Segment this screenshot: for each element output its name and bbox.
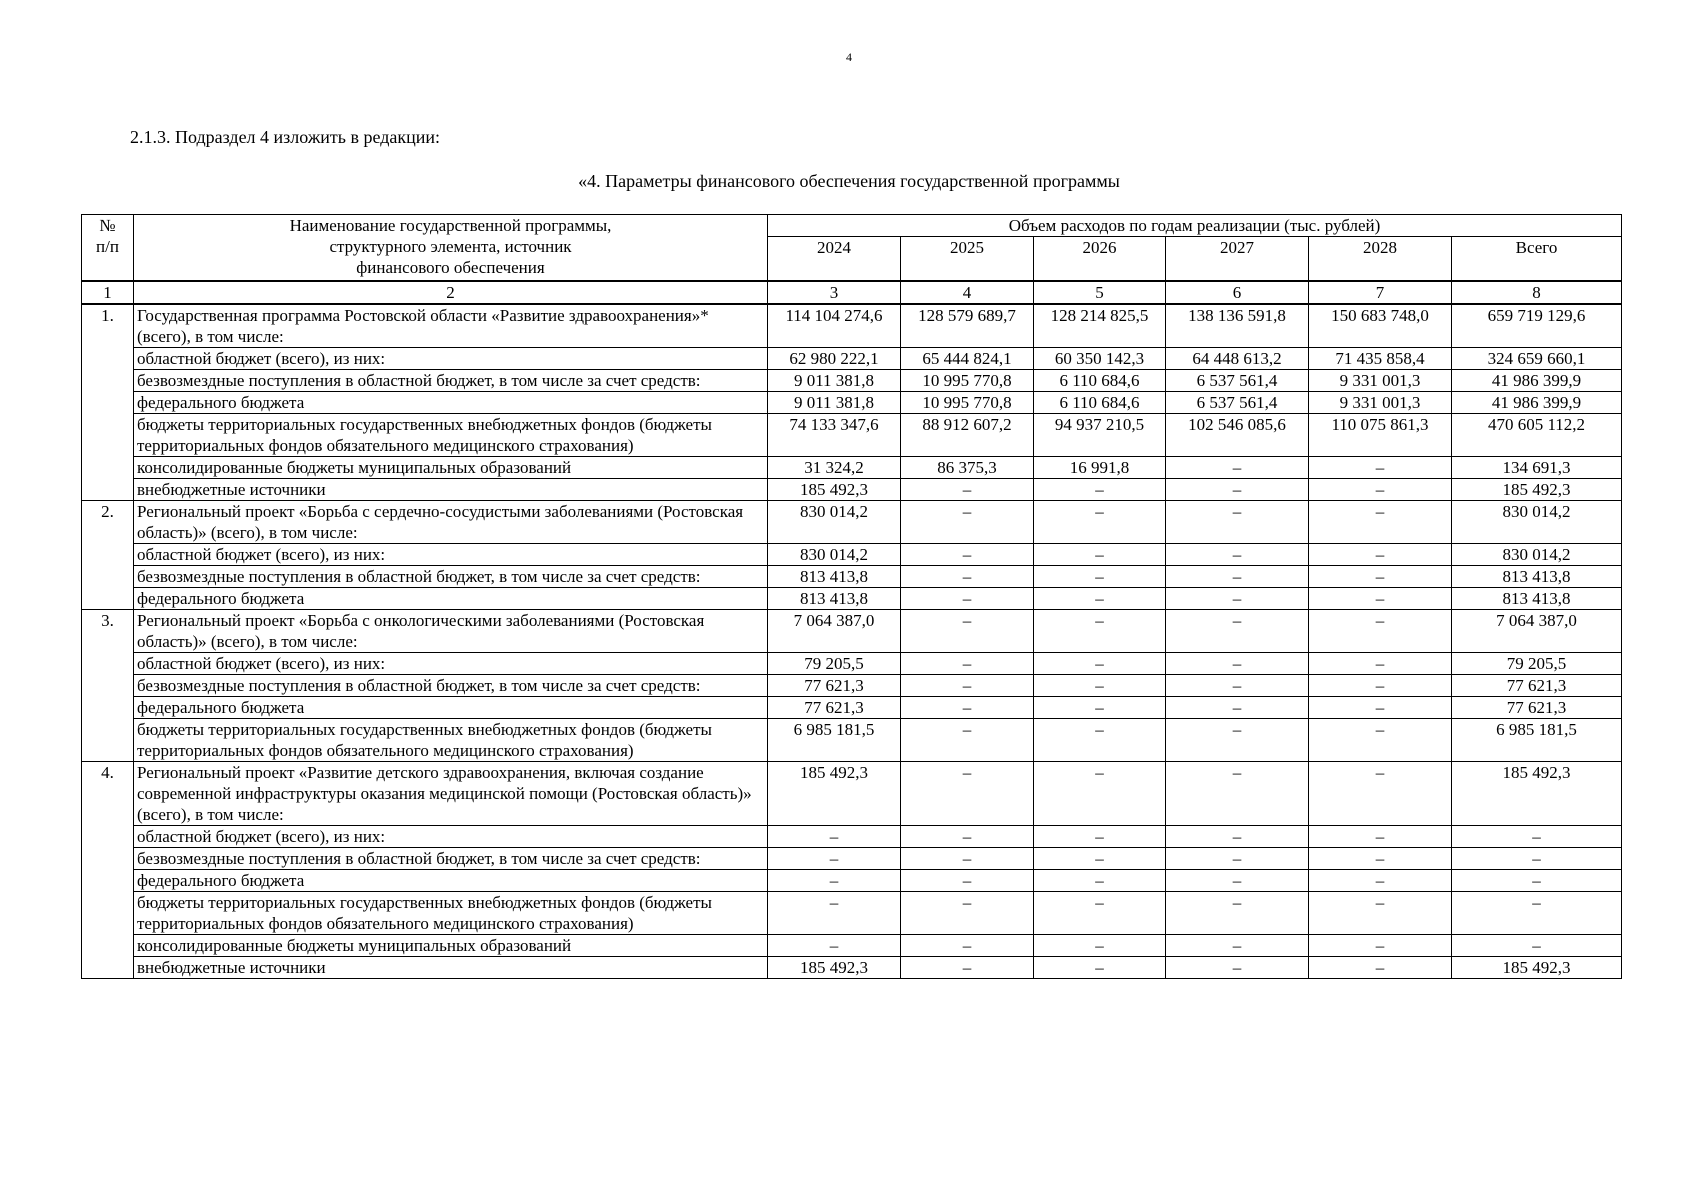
row-label: областной бюджет (всего), из них: [134,825,768,847]
row-label: бюджеты территориальных государственных внебюджетных фондов (бюджеты территориальных фондов обязательного медицинского страхования) [134,413,768,456]
cell-value: 86 375,3 [901,456,1034,478]
row-label: безвозмездные поступления в областной бюджет, в том числе за счет средств: [134,674,768,696]
cell-value: – [901,891,1034,934]
cell-value: – [1166,718,1309,761]
cell-value: 114 104 274,6 [768,304,901,348]
row-label: Региональный проект «Борьба с сердечно-сосудистыми заболеваниями (Ростовская область)» (всего), в том числе: [134,500,768,543]
table-row [82,652,1622,674]
column-number-row [82,281,1622,304]
cell-value: 62 980 222,1 [768,347,901,369]
cell-value: 128 579 689,7 [901,304,1034,348]
cell-value: 110 075 861,3 [1309,413,1452,456]
table-row [82,565,1622,587]
table-row [82,587,1622,609]
cell-total: 77 621,3 [1452,674,1622,696]
cell-value: 830 014,2 [768,543,901,565]
row-label: областной бюджет (всего), из них: [134,543,768,565]
cell-value: 9 331 001,3 [1309,391,1452,413]
header-no: № п/п [82,215,134,281]
cell-value: – [1309,825,1452,847]
col-number: 1 [82,281,134,304]
cell-total: 185 492,3 [1452,478,1622,500]
cell-value: – [1309,718,1452,761]
cell-value: – [1166,609,1309,652]
cell-total: 324 659 660,1 [1452,347,1622,369]
cell-value: 813 413,8 [768,587,901,609]
col-number: 4 [901,281,1034,304]
cell-total: 79 205,5 [1452,652,1622,674]
table-row [82,869,1622,891]
table-row [82,413,1622,456]
col-number: 2 [134,281,768,304]
row-label: консолидированные бюджеты муниципальных образований [134,934,768,956]
table-row [82,500,1622,543]
cell-value: – [1309,696,1452,718]
table-row [82,718,1622,761]
cell-total: 185 492,3 [1452,761,1622,825]
cell-value: 77 621,3 [768,696,901,718]
cell-value: – [1034,718,1166,761]
cell-value: 9 331 001,3 [1309,369,1452,391]
section-title: «4. Параметры финансового обеспечения государственной программы [578,171,1120,191]
cell-value: – [1166,956,1309,978]
cell-value: – [1309,478,1452,500]
cell-value: – [1309,456,1452,478]
cell-total: – [1452,847,1622,869]
cell-value: – [1034,696,1166,718]
cell-value: 9 011 381,8 [768,391,901,413]
cell-value: – [1166,587,1309,609]
table-row [82,847,1622,869]
row-label: областной бюджет (всего), из них: [134,347,768,369]
row-label: Региональный проект «Развитие детского здравоохранения, включая создание современной инфраструктуры оказания медицинской помощи (Ростовская область)» (всего), в том числе: [134,761,768,825]
cell-total: 830 014,2 [1452,543,1622,565]
header-total: Всего [1452,237,1622,281]
cell-value: 185 492,3 [768,956,901,978]
table-row [82,478,1622,500]
cell-value: – [1166,652,1309,674]
cell-value: – [1166,543,1309,565]
cell-value: – [1166,847,1309,869]
col-number: 5 [1034,281,1166,304]
cell-value: 31 324,2 [768,456,901,478]
table-row [82,609,1622,652]
cell-value: 185 492,3 [768,761,901,825]
cell-total: 41 986 399,9 [1452,369,1622,391]
cell-value: 71 435 858,4 [1309,347,1452,369]
cell-value: – [901,718,1034,761]
table-row [82,674,1622,696]
cell-value: – [901,869,1034,891]
cell-value: – [901,825,1034,847]
header-year-2025: 2025 [901,237,1034,281]
cell-value: 102 546 085,6 [1166,413,1309,456]
cell-value: – [1166,565,1309,587]
cell-value: – [1166,891,1309,934]
row-label: безвозмездные поступления в областной бюджет, в том числе за счет средств: [134,847,768,869]
cell-value: – [1034,674,1166,696]
cell-value: – [1309,543,1452,565]
cell-value: 10 995 770,8 [901,391,1034,413]
table-row [82,761,1622,825]
cell-total: 185 492,3 [1452,956,1622,978]
header-year-2026: 2026 [1034,237,1166,281]
cell-value: 74 133 347,6 [768,413,901,456]
cell-value: – [1309,956,1452,978]
header-year-2024: 2024 [768,237,901,281]
cell-value: – [1309,609,1452,652]
row-label: областной бюджет (всего), из них: [134,652,768,674]
cell-total: 470 605 112,2 [1452,413,1622,456]
cell-value: 16 991,8 [1034,456,1166,478]
cell-value: – [901,609,1034,652]
cell-value: – [1309,565,1452,587]
cell-value: – [1166,478,1309,500]
cell-value: 7 064 387,0 [768,609,901,652]
table-row [82,891,1622,934]
cell-value: – [1309,891,1452,934]
cell-value: – [1166,825,1309,847]
row-number: 1. [82,304,134,501]
cell-value: 6 985 181,5 [768,718,901,761]
cell-total: 134 691,3 [1452,456,1622,478]
header-name: Наименование государственной программы, структурного элемента, источник финансового обеспечения [134,215,768,281]
header-year-2028: 2028 [1309,237,1452,281]
cell-value: 6 110 684,6 [1034,369,1166,391]
row-label: бюджеты территориальных государственных внебюджетных фондов (бюджеты территориальных фондов обязательного медицинского страхования) [134,891,768,934]
cell-total: 41 986 399,9 [1452,391,1622,413]
cell-value: – [1034,587,1166,609]
cell-value: – [901,565,1034,587]
row-label: консолидированные бюджеты муниципальных образований [134,456,768,478]
cell-value: – [1309,587,1452,609]
cell-value: – [1166,696,1309,718]
row-label: Региональный проект «Борьба с онкологическими заболеваниями (Ростовская область)» (всего), в том числе: [134,609,768,652]
cell-value: – [1034,956,1166,978]
cell-value: 6 537 561,4 [1166,391,1309,413]
cell-value: – [901,696,1034,718]
cell-value: – [901,761,1034,825]
cell-value: 88 912 607,2 [901,413,1034,456]
cell-value: – [1166,456,1309,478]
table-row [82,456,1622,478]
cell-value: – [901,956,1034,978]
header-expenses: Объем расходов по годам реализации (тыс. рублей) [768,215,1622,237]
cell-value: – [1309,674,1452,696]
cell-value: 65 444 824,1 [901,347,1034,369]
cell-value: – [1309,847,1452,869]
cell-value: – [901,674,1034,696]
row-label: безвозмездные поступления в областной бюджет, в том числе за счет средств: [134,369,768,391]
cell-value: 77 621,3 [768,674,901,696]
intro-paragraph: 2.1.3. Подраздел 4 изложить в редакции: [130,127,441,147]
financing-table [81,214,1622,979]
cell-value: – [1309,761,1452,825]
cell-value: 138 136 591,8 [1166,304,1309,348]
row-label: Государственная программа Ростовской области «Развитие здравоохранения»* (всего), в том числе: [134,304,768,348]
table-row [82,543,1622,565]
cell-total: 77 621,3 [1452,696,1622,718]
cell-value: 60 350 142,3 [1034,347,1166,369]
row-number: 4. [82,761,134,978]
cell-value: – [1034,652,1166,674]
cell-value: – [1034,934,1166,956]
cell-value: – [1034,500,1166,543]
cell-value: – [768,869,901,891]
cell-total: 813 413,8 [1452,565,1622,587]
table-row [82,825,1622,847]
row-number: 3. [82,609,134,761]
cell-value: – [1034,761,1166,825]
row-label: федерального бюджета [134,391,768,413]
table-row [82,696,1622,718]
cell-value: – [1034,543,1166,565]
cell-value: – [768,934,901,956]
cell-value: – [1166,869,1309,891]
table-row [82,934,1622,956]
cell-value: – [901,847,1034,869]
cell-total: – [1452,869,1622,891]
table-row [82,391,1622,413]
row-label: внебюджетные источники [134,956,768,978]
cell-value: – [768,825,901,847]
cell-value: 150 683 748,0 [1309,304,1452,348]
row-label: федерального бюджета [134,869,768,891]
cell-value: – [1034,825,1166,847]
row-label: внебюджетные источники [134,478,768,500]
header-row-1 [82,215,1622,237]
cell-total: 830 014,2 [1452,500,1622,543]
cell-value: 6 110 684,6 [1034,391,1166,413]
cell-value: 813 413,8 [768,565,901,587]
cell-value: – [1034,869,1166,891]
cell-total: – [1452,891,1622,934]
cell-value: – [1034,847,1166,869]
table-row [82,369,1622,391]
row-number: 2. [82,500,134,609]
cell-value: – [1034,565,1166,587]
cell-value: – [1309,934,1452,956]
cell-value: 830 014,2 [768,500,901,543]
cell-value: – [1166,674,1309,696]
cell-value: 9 011 381,8 [768,369,901,391]
cell-value: 6 537 561,4 [1166,369,1309,391]
cell-value: – [901,478,1034,500]
table-row [82,347,1622,369]
cell-total: 659 719 129,6 [1452,304,1622,348]
cell-value: 79 205,5 [768,652,901,674]
cell-total: 813 413,8 [1452,587,1622,609]
cell-value: – [901,500,1034,543]
cell-value: – [901,652,1034,674]
cell-total: – [1452,825,1622,847]
col-number: 3 [768,281,901,304]
cell-value: – [1309,652,1452,674]
table-row [82,956,1622,978]
cell-value: – [901,543,1034,565]
row-label: безвозмездные поступления в областной бюджет, в том числе за счет средств: [134,565,768,587]
cell-total: 7 064 387,0 [1452,609,1622,652]
cell-total: 6 985 181,5 [1452,718,1622,761]
cell-value: – [1034,891,1166,934]
cell-total: – [1452,934,1622,956]
col-number: 7 [1309,281,1452,304]
cell-value: – [1309,869,1452,891]
cell-value: 94 937 210,5 [1034,413,1166,456]
cell-value: 185 492,3 [768,478,901,500]
page-number: 4 [846,50,852,64]
cell-value: – [768,891,901,934]
header-year-2027: 2027 [1166,237,1309,281]
row-label: бюджеты территориальных государственных внебюджетных фондов (бюджеты территориальных фондов обязательного медицинского страхования) [134,718,768,761]
cell-value: – [901,587,1034,609]
cell-value: 10 995 770,8 [901,369,1034,391]
cell-value: – [1034,609,1166,652]
cell-value: – [768,847,901,869]
table-row [82,304,1622,348]
cell-value: 64 448 613,2 [1166,347,1309,369]
cell-value: – [1034,478,1166,500]
cell-value: – [1166,761,1309,825]
cell-value: – [1166,500,1309,543]
row-label: федерального бюджета [134,696,768,718]
cell-value: – [901,934,1034,956]
row-label: федерального бюджета [134,587,768,609]
cell-value: – [1166,934,1309,956]
cell-value: 128 214 825,5 [1034,304,1166,348]
col-number: 8 [1452,281,1622,304]
col-number: 6 [1166,281,1309,304]
cell-value: – [1309,500,1452,543]
